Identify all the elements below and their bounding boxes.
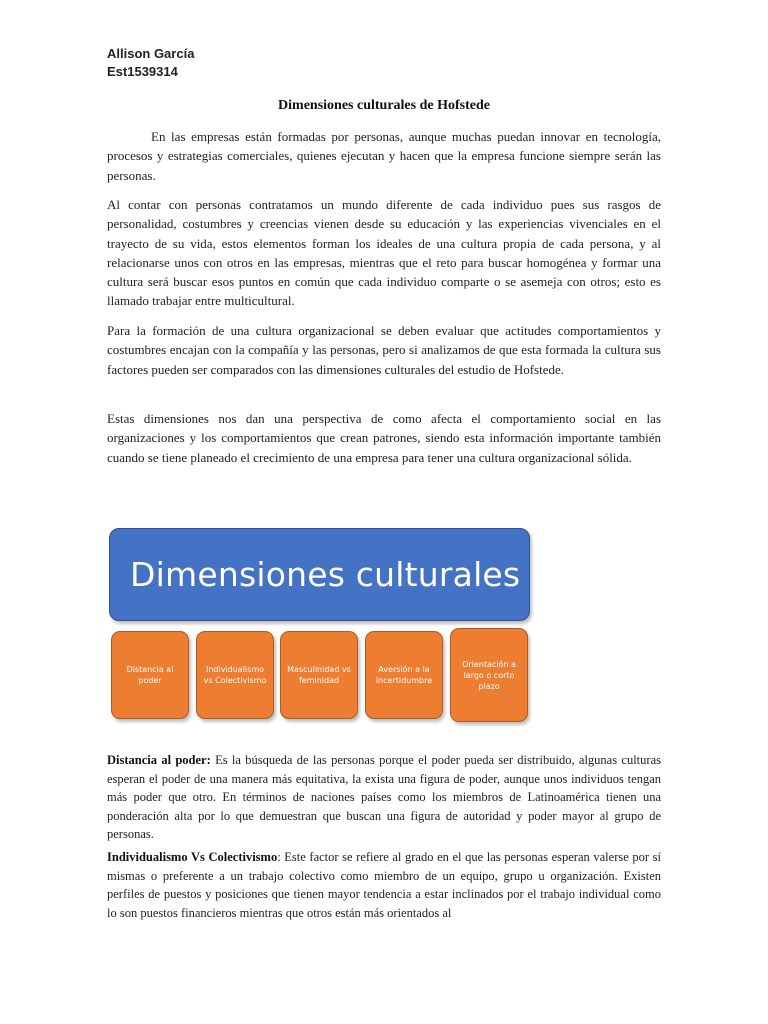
diagram-box-label: Masculinidad vs feminidad: [287, 665, 351, 685]
diagram-box-power-distance: [111, 631, 189, 719]
diagram-box-label: Aversión a la incertidumbre: [375, 665, 433, 685]
diagram-main-box: [109, 528, 530, 621]
paragraph-3: Para la formación de una cultura organizacional se deben evaluar que actitudes comportamientos y costumbres encajan con la compañía y las personas, pero si analizamos de que esta formada la cultura sus factores pueden ser comparados con las dimensiones culturales del estudio de Hofstede.: [107, 323, 661, 377]
diagram-box-label: Orientación a largo o corto plazo: [462, 659, 516, 691]
diagram-box-masculinity: [280, 631, 358, 719]
diagram-box-uncertainty: [365, 631, 443, 719]
definition-term: Distancia al poder:: [107, 753, 211, 767]
diagram-box-orientation: [450, 628, 528, 722]
diagram-box-individualism: [196, 631, 274, 719]
definition-individualism: [107, 848, 661, 922]
diagram-main-label: Dimensiones culturales: [130, 555, 521, 594]
diagram-box-label: Distancia al poder: [126, 665, 174, 685]
definition-power-distance: [107, 751, 661, 844]
definition-text: Es la búsqueda de las personas porque el poder pueda ser distribuido, algunas culturas esperan el poder de una manera más equitativa, la exista una figura de poder, aunque unos individuos tengan más poder que otro. En términos de naciones países como los miembros de Latinoamérica tienen una ponderación alta por lo que demuestran que buscan una figura de autoridad y poder mayor al grupo de personas.: [107, 753, 661, 841]
paragraph-2: Al contar con personas contratamos un mundo diferente de cada individuo pues sus rasgos de personalidad, costumbres y creencias vienen desde su educación y las experiencias vivenciales en el trayecto de su vida, estos elementos forman los ideales de una cultura propia de cada persona, y al relacionarse unos con otros en las empresas, mientras que el reto para buscar homogénea y formar una cultura será buscar esos puntos en común que cada individuo comparte o se asemeja con otros; esto es llamado trabajar entre multicultural.: [107, 197, 661, 309]
paragraph-4: Estas dimensiones nos dan una perspectiva de como afecta el comportamiento social en las organizaciones y los comportamientos que crean patrones, siendo esta información importante también cuando se tiene planeado el crecimiento de una empresa para tener una cultura organizacional sólida.: [107, 411, 661, 465]
document-title: Dimensiones culturales de Hofstede: [278, 98, 490, 113]
definition-term: Individualismo Vs Colectivismo: [107, 850, 278, 864]
diagram-box-label: Individualismo vs Colectivismo: [203, 665, 267, 685]
student-id: Est1539314: [107, 64, 178, 79]
author-name: Allison García: [107, 46, 195, 61]
definition-text: : Este factor se refiere al grado en el que las personas esperan valerse por sí mismas o preferente a un trabajo colectivo como miembro de un equipo, grupo u organización. Existen perfiles de puestos y posiciones que tienen mayor tendencia a estar inclinados por el trabajo individual como lo son puestos financieros mientras que otros están más orientados al: [107, 850, 661, 920]
dimensions-diagram: [109, 528, 530, 724]
paragraph-1: En las empresas están formadas por personas, aunque muchas puedan innovar en tecnología, procesos y estrategias comerciales, quienes ejecutan y hacen que la empresa funcione siempre serán las personas.: [107, 129, 661, 183]
